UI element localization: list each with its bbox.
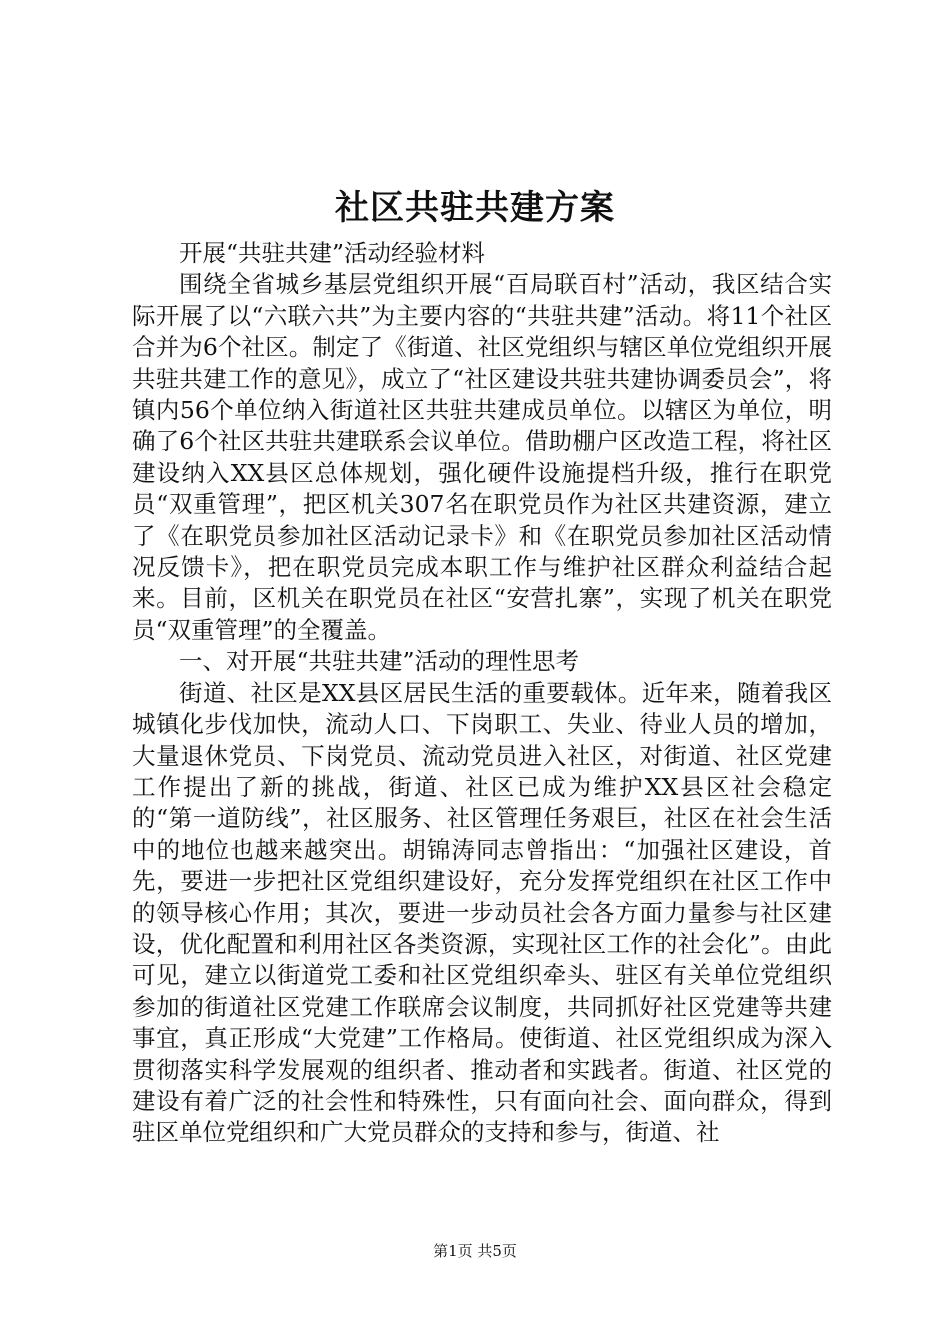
page-footer: 第1页 共5页 [433,1242,517,1260]
document-title: 社区共驻共建方案 [335,188,615,228]
section-heading-1: 一、对开展“共驻共建”活动的理性思考 [179,647,580,676]
paragraph-intro: 围绕全省城乡基层党组织开展“百局联百村”活动，我区结合实际开展了以“六联六共”为主要内容的“共驻共建”活动。将11个社区合并为6个社区。制定了《街道、社区党组织与辖区单位党组织开展共驻共建工作的意见》，成立了“社区建设共驻共建协调委员会”，将镇内56个单位纳入街道社区共驻共建成员单位。以辖区为单位，明确了6个社区共驻共建联系会议单位。借助棚户区改造工程，将社区建设纳入XX县区总体规划，强化硬件设施提档升级，推行在职党员“双重管理”，把区机关307名在职党员作为社区共建资源，建立了《在职党员参加社区活动记录卡》和《在职党员参加社区活动情况反馈卡》，把在职党员完成本职工作与维护社区群众利益结合起来。目前，区机关在职党员在社区“安营扎寨”，实现了机关在职党员“双重管理”的全覆盖。 [132,270,832,644]
paragraph-subtitle: 开展“共驻共建”活动经验材料 [179,239,486,267]
document-body [132,238,832,1149]
paragraph-section-1: 街道、社区是XX县区居民生活的重要载体。近年来，随着我区城镇化步伐加快，流动人口、下岗职工、失业、待业人员的增加，大量退休党员、下岗党员、流动党员进入社区，对街道、社区党建工作提出了新的挑战，街道、社区已成为维护XX县区社会稳定的“第一道防线”，社区服务、社区管理任务艰巨，社区在社会生活中的地位也越来越突出。胡锦涛同志曾指出：“加强社区建设，首先，要进一步把社区党组织建设好，充分发挥党组织在社区工作中的领导核心作用；其次，要进一步动员社会各方面力量参与社区建设，优化配置和利用社区各类资源，实现社区工作的社会化”。由此可见，建立以街道党工委和社区党组织牵头、驻区有关单位党组织参加的街道社区党建工作联席会议制度，共同抓好社区党建等共建事宜，真正形成“大党建”工作格局。使街道、社区党组织成为深入贯彻落实科学发展观的组织者、推动者和实践者。街道、社区党的建设有着广泛的社会性和特殊性，只有面向社会、面向群众，得到驻区单位党组织和广大党员群众的支持和参与，街道、社 [132,678,832,1147]
